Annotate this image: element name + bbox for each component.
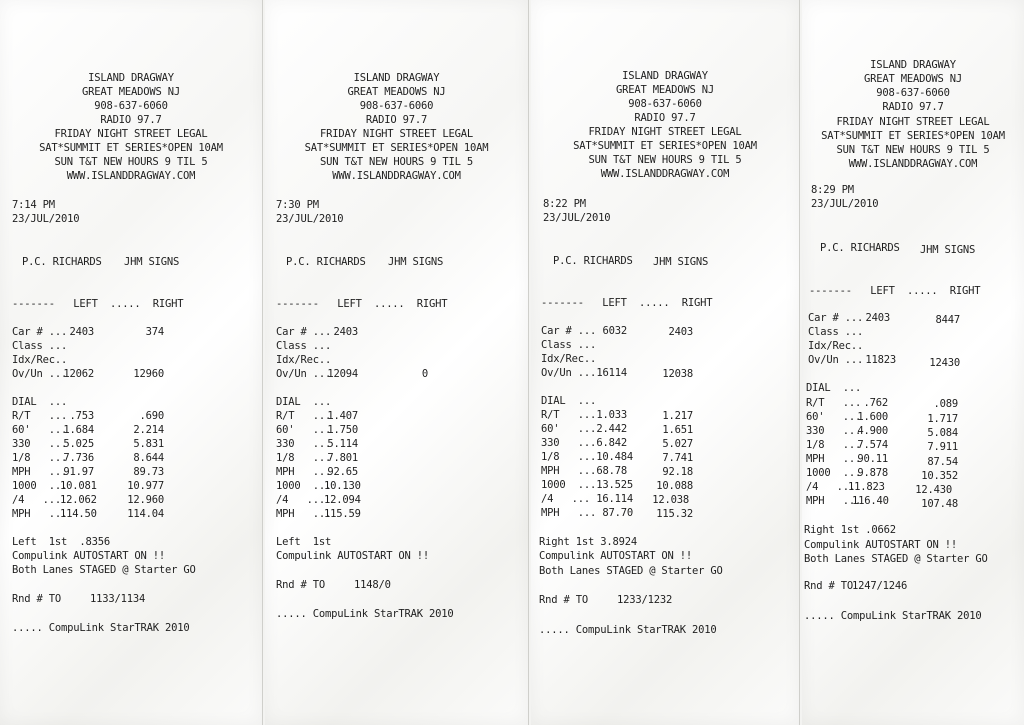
left-330: 5.025	[63, 438, 94, 450]
right-eighth-mph: 87.54	[927, 456, 958, 468]
label-quarter-mph: MPH ...	[806, 495, 862, 507]
left-quarter: 11.823	[848, 481, 885, 493]
left-quarter-mph: 87.70	[602, 507, 633, 519]
timeslip-1	[0, 0, 263, 725]
track-location: GREAT MEADOWS NJ	[82, 86, 180, 98]
label-car: Car # ...	[808, 312, 864, 324]
right-eighth: 7.741	[662, 452, 693, 464]
round-label: Rnd # TO	[276, 579, 325, 591]
left-1000: 10.081	[60, 480, 97, 492]
label-rt: R/T ...	[12, 410, 68, 422]
left-quarter-mph: 116.40	[852, 495, 889, 507]
label-rt: R/T ...	[276, 410, 332, 422]
right-rt: .690	[139, 410, 164, 422]
run-date: 23/JUL/2010	[12, 213, 80, 225]
left-rt: 1.033	[596, 409, 627, 421]
label-eighth-mph: MPH ...	[276, 466, 332, 478]
label-dial: DIAL ...	[541, 395, 597, 407]
promo-line-3: SUN T&T NEW HOURS 9 TIL 5	[588, 154, 742, 166]
website: WWW.ISLANDDRAGWAY.COM	[332, 170, 461, 182]
footer-line: ..... CompuLink StarTRAK 2010	[276, 608, 454, 620]
left-quarter-mph: 115.59	[324, 508, 361, 520]
radio: RADIO 97.7	[100, 114, 162, 126]
radio: RADIO 97.7	[365, 114, 428, 126]
label-rt: R/T ...	[541, 409, 597, 421]
right-car: 8447	[935, 314, 960, 326]
left-car: 6032	[602, 325, 627, 337]
left-ovun: 11823	[865, 354, 896, 366]
label-quarter: /4 ...	[276, 494, 325, 506]
left-eighth-mph: 92.65	[327, 466, 358, 478]
lane-header: ------- LEFT ..... RIGHT	[276, 298, 448, 310]
footer-line: ..... CompuLink StarTRAK 2010	[804, 610, 982, 622]
label-1000: 1000 ...	[806, 467, 862, 479]
track-phone: 908-637-6060	[628, 98, 702, 110]
track-name: ISLAND DRAGWAY	[353, 72, 440, 84]
left-car: 2403	[69, 326, 94, 338]
track-location: GREAT MEADOWS NJ	[347, 86, 446, 98]
left-eighth: 10.484	[596, 451, 633, 463]
label-1000: 1000 ...	[12, 480, 68, 492]
radio: RADIO 97.7	[634, 112, 696, 124]
label-class: Class ...	[12, 340, 68, 352]
right-1000: 10.977	[127, 480, 164, 492]
winner-line: Right 1st 3.8924	[539, 536, 637, 548]
autostart-line: Compulink AUTOSTART ON !!	[804, 539, 958, 551]
promo-line-2: SAT*SUMMIT ET SERIES*OPEN 10AM	[821, 130, 1005, 142]
label-car: Car # ...	[541, 325, 597, 337]
left-rt: 1.407	[327, 410, 358, 422]
winner-line: Left 1st .8356	[12, 536, 110, 548]
left-eighth-mph: 90.11	[857, 453, 888, 465]
staged-line: Both Lanes STAGED @ Starter GO	[804, 553, 988, 565]
round-value: 1148/0	[354, 579, 391, 591]
left-eighth: 7.736	[63, 452, 94, 464]
label-60ft: 60' ...	[276, 424, 332, 436]
lane-header: ------- LEFT ..... RIGHT	[541, 297, 713, 309]
label-ovun: Ov/Un ...	[541, 367, 597, 379]
label-rt: R/T ...	[806, 397, 862, 409]
left-quarter-mph: 114.50	[60, 508, 97, 520]
timeslip-4	[802, 0, 1024, 725]
right-quarter-mph: 107.48	[921, 498, 958, 510]
right-eighth: 8.644	[133, 452, 164, 464]
winner-line: Left 1st	[276, 536, 332, 548]
label-eighth: 1/8 ...	[806, 439, 862, 451]
promo-line-1: FRIDAY NIGHT STREET LEGAL	[588, 126, 742, 138]
lane-header: ------- LEFT ..... RIGHT	[809, 285, 981, 297]
sponsor-right: JHM SIGNS	[920, 244, 976, 256]
label-eighth: 1/8 ...	[12, 452, 68, 464]
label-eighth: 1/8 ...	[276, 452, 332, 464]
right-rt: 1.217	[662, 410, 693, 422]
round-label: Rnd # TO	[12, 593, 61, 605]
sponsor-left: P.C. RICHARDS	[22, 256, 102, 268]
right-1000: 10.352	[921, 470, 958, 482]
right-quarter: 12.038	[652, 494, 689, 506]
footer-line: ..... CompuLink StarTRAK 2010	[539, 624, 717, 636]
left-rt: .753	[69, 410, 94, 422]
track-phone: 908-637-6060	[359, 100, 434, 112]
run-time: 7:30 PM	[276, 199, 319, 211]
label-class: Class ...	[808, 326, 864, 338]
label-idx: Idx/Rec..	[12, 354, 68, 366]
label-idx: Idx/Rec..	[276, 354, 332, 366]
track-name: ISLAND DRAGWAY	[870, 59, 956, 71]
promo-line-3: SUN T&T NEW HOURS 9 TIL 5	[319, 156, 474, 168]
label-eighth-mph: MPH ...	[541, 465, 597, 477]
promo-line-2: SAT*SUMMIT ET SERIES*OPEN 10AM	[573, 140, 757, 152]
promo-line-3: SUN T&T NEW HOURS 9 TIL 5	[836, 144, 990, 156]
left-330: 6.842	[596, 437, 627, 449]
label-quarter: /4 ...	[806, 481, 855, 493]
label-eighth-mph: MPH ...	[806, 453, 862, 465]
right-ovun: 0	[421, 368, 428, 380]
track-location: GREAT MEADOWS NJ	[616, 84, 714, 96]
track-phone: 908-637-6060	[94, 100, 168, 112]
lane-header: ------- LEFT ..... RIGHT	[12, 298, 184, 310]
track-location: GREAT MEADOWS NJ	[864, 73, 962, 85]
right-330: 5.831	[133, 438, 164, 450]
sponsor-right: JHM SIGNS	[388, 256, 444, 268]
left-eighth: 7.801	[327, 452, 358, 464]
right-ovun: 12038	[662, 368, 693, 380]
track-name: ISLAND DRAGWAY	[622, 70, 708, 82]
label-class: Class ...	[541, 339, 597, 351]
right-60ft: 2.214	[133, 424, 164, 436]
left-1000: 13.525	[596, 479, 633, 491]
left-ovun: 16114	[596, 367, 627, 379]
left-ovun: 12094	[327, 368, 358, 380]
label-quarter-mph: MPH ...	[541, 507, 597, 519]
run-time: 8:22 PM	[543, 198, 586, 210]
left-car: 2403	[865, 312, 890, 324]
promo-line-3: SUN T&T NEW HOURS 9 TIL 5	[54, 156, 208, 168]
website: WWW.ISLANDDRAGWAY.COM	[600, 168, 730, 180]
right-330: 5.084	[927, 427, 958, 439]
left-rt: .762	[863, 397, 888, 409]
left-quarter: 12.094	[324, 494, 361, 506]
round-value: 1233/1232	[617, 594, 673, 606]
round-label: Rnd # TO	[804, 580, 853, 592]
right-rt: .089	[933, 398, 958, 410]
label-eighth-mph: MPH ...	[12, 466, 68, 478]
left-quarter: 16.114	[596, 493, 633, 505]
right-eighth-mph: 92.18	[662, 466, 693, 478]
timeslip-3	[531, 0, 800, 725]
radio: RADIO 97.7	[882, 101, 944, 113]
left-1000: 10.130	[324, 480, 361, 492]
run-date: 23/JUL/2010	[276, 213, 344, 225]
label-ovun: Ov/Un ...	[12, 368, 68, 380]
sponsor-left: P.C. RICHARDS	[286, 256, 366, 268]
left-330: 5.114	[327, 438, 358, 450]
left-quarter: 12.062	[60, 494, 97, 506]
left-330: 4.900	[857, 425, 888, 437]
label-330: 330 ...	[276, 438, 332, 450]
round-value: 1247/1246	[852, 580, 908, 592]
promo-line-2: SAT*SUMMIT ET SERIES*OPEN 10AM	[304, 142, 489, 154]
run-date: 23/JUL/2010	[543, 212, 611, 224]
label-quarter: /4 ...	[541, 493, 590, 505]
left-eighth-mph: 68.78	[596, 465, 627, 477]
right-car: 2403	[668, 326, 693, 338]
label-car: Car # ...	[12, 326, 68, 338]
left-1000: 9.878	[857, 467, 888, 479]
autostart-line: Compulink AUTOSTART ON !!	[276, 550, 430, 562]
run-time: 7:14 PM	[12, 199, 55, 211]
promo-line-2: SAT*SUMMIT ET SERIES*OPEN 10AM	[39, 142, 223, 154]
promo-line-1: FRIDAY NIGHT STREET LEGAL	[319, 128, 474, 140]
left-60ft: 1.684	[63, 424, 94, 436]
promo-line-1: FRIDAY NIGHT STREET LEGAL	[836, 116, 990, 128]
left-60ft: 1.600	[857, 411, 888, 423]
right-ovun: 12430	[929, 357, 960, 369]
label-330: 330 ...	[541, 437, 597, 449]
label-60ft: 60' ...	[806, 411, 862, 423]
label-idx: Idx/Rec..	[808, 340, 864, 352]
track-phone: 908-637-6060	[876, 87, 950, 99]
right-1000: 10.088	[656, 480, 693, 492]
round-value: 1133/1134	[90, 593, 146, 605]
left-car: 2403	[333, 326, 358, 338]
label-dial: DIAL ...	[276, 396, 332, 408]
label-idx: Idx/Rec..	[541, 353, 597, 365]
label-dial: DIAL ...	[806, 382, 862, 394]
right-quarter: 12.430	[915, 484, 952, 496]
website: WWW.ISLANDDRAGWAY.COM	[66, 170, 196, 182]
label-ovun: Ov/Un ...	[808, 354, 864, 366]
website: WWW.ISLANDDRAGWAY.COM	[848, 158, 978, 170]
label-dial: DIAL ...	[12, 396, 68, 408]
left-60ft: 2.442	[596, 423, 627, 435]
right-quarter-mph: 114.04	[127, 508, 164, 520]
staged-line: Both Lanes STAGED @ Starter GO	[12, 564, 196, 576]
label-1000: 1000 ...	[276, 480, 332, 492]
sponsor-right: JHM SIGNS	[124, 256, 180, 268]
right-60ft: 1.717	[927, 413, 958, 425]
winner-line: Right 1st .0662	[804, 524, 896, 536]
label-car: Car # ...	[276, 326, 332, 338]
left-ovun: 12062	[63, 368, 94, 380]
footer-line: ..... CompuLink StarTRAK 2010	[12, 622, 190, 634]
left-eighth: 7.574	[857, 439, 888, 451]
timeslip-2	[265, 0, 529, 725]
round-label: Rnd # TO	[539, 594, 588, 606]
label-quarter: /4 ...	[12, 494, 61, 506]
left-60ft: 1.750	[327, 424, 358, 436]
right-quarter: 12.960	[127, 494, 164, 506]
label-330: 330 ...	[12, 438, 68, 450]
label-ovun: Ov/Un ...	[276, 368, 332, 380]
right-ovun: 12960	[133, 368, 164, 380]
sponsor-left: P.C. RICHARDS	[820, 242, 900, 254]
track-name: ISLAND DRAGWAY	[88, 72, 174, 84]
sponsor-left: P.C. RICHARDS	[553, 255, 633, 267]
label-quarter-mph: MPH ...	[276, 508, 332, 520]
right-quarter-mph: 115.32	[656, 508, 693, 520]
autostart-line: Compulink AUTOSTART ON !!	[12, 550, 166, 562]
label-eighth: 1/8 ...	[541, 451, 597, 463]
autostart-line: Compulink AUTOSTART ON !!	[539, 550, 693, 562]
run-time: 8:29 PM	[811, 184, 854, 196]
label-330: 330 ...	[806, 425, 862, 437]
right-car: 374	[145, 326, 164, 338]
staged-line: Both Lanes STAGED @ Starter GO	[539, 565, 723, 577]
label-quarter-mph: MPH ...	[12, 508, 68, 520]
right-eighth: 7.911	[927, 441, 958, 453]
label-60ft: 60' ...	[541, 423, 597, 435]
left-eighth-mph: 91.97	[63, 466, 94, 478]
label-60ft: 60' ...	[12, 424, 68, 436]
label-class: Class ...	[276, 340, 332, 352]
promo-line-1: FRIDAY NIGHT STREET LEGAL	[54, 128, 208, 140]
right-eighth-mph: 89.73	[133, 466, 164, 478]
right-60ft: 1.651	[662, 424, 693, 436]
sponsor-right: JHM SIGNS	[653, 256, 709, 268]
right-330: 5.027	[662, 438, 693, 450]
label-1000: 1000 ...	[541, 479, 597, 491]
run-date: 23/JUL/2010	[811, 198, 879, 210]
